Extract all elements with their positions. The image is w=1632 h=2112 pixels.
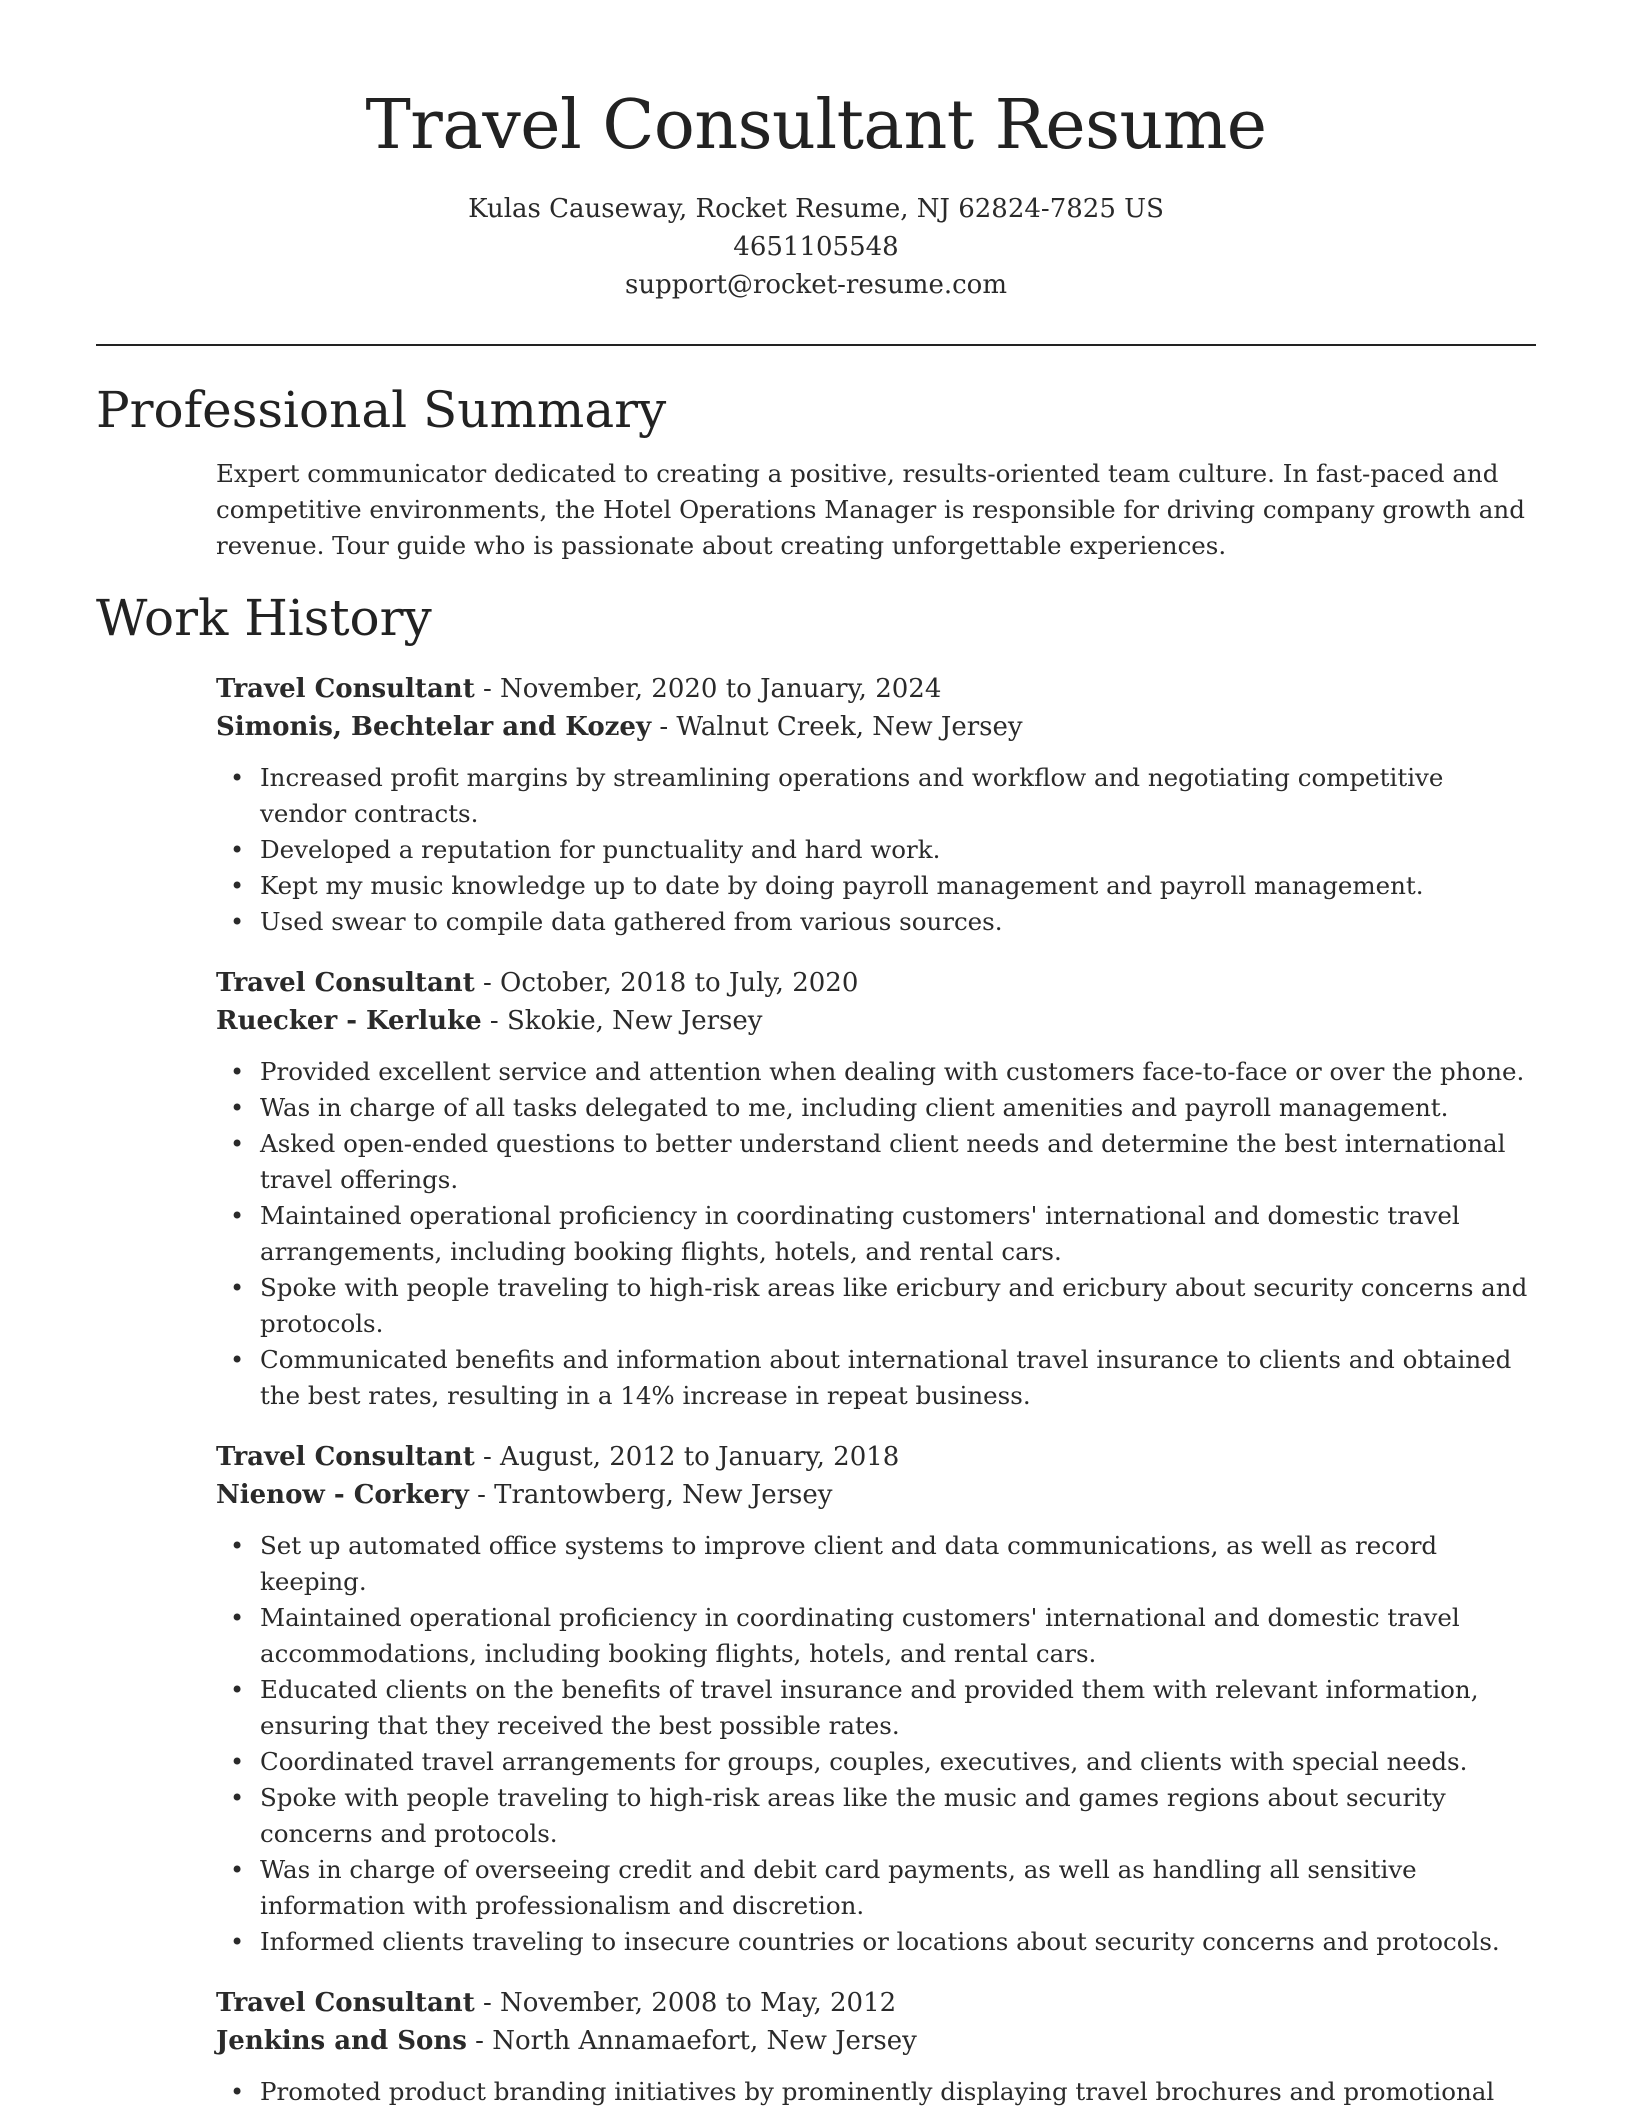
- job-company-line: [216, 1002, 1536, 1040]
- job-company: Ruecker - Kerluke: [216, 1006, 482, 1036]
- bullet-item: • Was in charge of overseeing credit and debit card payments, as well as handling all sensitive information with professionalism and discretion.: [216, 1852, 1536, 1924]
- job-company-line: [216, 708, 1536, 746]
- job-dates: - November, 2020 to January, 2024: [474, 674, 942, 704]
- bullet-item: • Developed a reputation for punctuality and hard work.: [216, 832, 1536, 868]
- summary-heading: Professional Summary: [96, 381, 667, 439]
- job-entry: [216, 1984, 1536, 2110]
- bullet-item: • Communicated benefits and information about international travel insurance to clients and obtained the best rates, resulting in a 14% increase in repeat business.: [216, 1342, 1536, 1414]
- job-company-line: [216, 1476, 1536, 1514]
- bullet-item: • Used swear to compile data gathered from various sources.: [216, 904, 1536, 940]
- bullet-item: • Provided excellent service and attention when dealing with customers face-to-face or over the phone.: [216, 1054, 1536, 1090]
- resume-title: Travel Consultant Resume: [365, 86, 1267, 165]
- bullet-item: • Informed clients traveling to insecure countries or locations about security concerns and protocols.: [216, 1924, 1536, 1960]
- job-title: Travel Consultant: [216, 968, 475, 998]
- bullet-item: • Increased profit margins by streamlining operations and workflow and negotiating competitive vendor contracts.: [216, 760, 1536, 832]
- job-dates: - August, 2012 to January, 2018: [474, 1442, 900, 1472]
- job-dates: - October, 2018 to July, 2020: [474, 968, 859, 998]
- bullet-item: • Asked open-ended questions to better understand client needs and determine the best international travel offerings.: [216, 1126, 1536, 1198]
- bullet-item: • Maintained operational proficiency in coordinating customers' international and domestic travel accommodations, including booking flights, hotels, and rental cars.: [216, 1600, 1536, 1672]
- job-bullets: [216, 760, 1536, 940]
- job-title-line: [216, 670, 1536, 708]
- bullet-item: • Maintained operational proficiency in coordinating customers' international and domestic travel arrangements, including booking flights, hotels, and rental cars.: [216, 1198, 1536, 1270]
- job-location: - North Annamaefort, New Jersey: [466, 2026, 917, 2056]
- job-location: - Trantowberg, New Jersey: [468, 1480, 833, 1510]
- job-company: Jenkins and Sons: [216, 2026, 467, 2056]
- job-company: Simonis, Bechtelar and Kozey: [216, 712, 652, 742]
- work-history-section: [96, 588, 1536, 2110]
- bullet-item: • Educated clients on the benefits of travel insurance and provided them with relevant information, ensuring that they received the best possible rates.: [216, 1672, 1536, 1744]
- job-bullets: [216, 2074, 1536, 2110]
- job-entry: [216, 1438, 1536, 1960]
- bullet-item: • Coordinated travel arrangements for groups, couples, executives, and clients with special needs.: [216, 1744, 1536, 1780]
- job-list: [216, 670, 1536, 2110]
- header-divider: [96, 344, 1536, 346]
- job-title: Travel Consultant: [216, 1442, 475, 1472]
- contact-phone: 4651105548: [733, 232, 899, 262]
- contact-email: support@rocket-resume.com: [624, 270, 1007, 300]
- bullet-item: • Kept my music knowledge up to date by doing payroll management and payroll management.: [216, 868, 1536, 904]
- job-entry: [216, 670, 1536, 940]
- job-title-line: [216, 1984, 1536, 2022]
- job-location: - Skokie, New Jersey: [481, 1006, 763, 1036]
- job-title-line: [216, 1438, 1536, 1476]
- job-title-line: [216, 964, 1536, 1002]
- job-company: Nienow - Corkery: [216, 1480, 469, 1510]
- job-entry: [216, 964, 1536, 1414]
- contact-address: Kulas Causeway, Rocket Resume, NJ 62824-7825 US: [468, 194, 1164, 224]
- resume-page: [96, 0, 1536, 2112]
- bullet-item: • Promoted product branding initiatives by prominently displaying travel brochures and promotional: [216, 2074, 1536, 2110]
- resume-header: [96, 0, 1536, 304]
- work-history-heading: Work History: [96, 589, 432, 647]
- job-dates: - November, 2008 to May, 2012: [474, 1988, 897, 2018]
- summary-text: Expert communicator dedicated to creating a positive, results-oriented team culture. In fast-paced and competitive environments, the Hotel Operations Manager is responsible for driving company growth and revenue. Tour guide who is passionate about creating unforgettable experiences.: [216, 459, 1525, 560]
- bullet-item: • Was in charge of all tasks delegated to me, including client amenities and payroll management.: [216, 1090, 1536, 1126]
- bullet-item: • Set up automated office systems to improve client and data communications, as well as record keeping.: [216, 1528, 1536, 1600]
- bullet-item: • Spoke with people traveling to high-risk areas like ericbury and ericbury about security concerns and protocols.: [216, 1270, 1536, 1342]
- job-title: Travel Consultant: [216, 1988, 475, 2018]
- bullet-item: • Spoke with people traveling to high-risk areas like the music and games regions about security concerns and protocols.: [216, 1780, 1536, 1852]
- contact-info: [96, 190, 1536, 304]
- job-company-line: [216, 2022, 1536, 2060]
- summary-section: [96, 380, 1536, 564]
- job-bullets: [216, 1054, 1536, 1414]
- job-title: Travel Consultant: [216, 674, 475, 704]
- job-location: - Walnut Creek, New Jersey: [651, 712, 1023, 742]
- job-bullets: [216, 1528, 1536, 1960]
